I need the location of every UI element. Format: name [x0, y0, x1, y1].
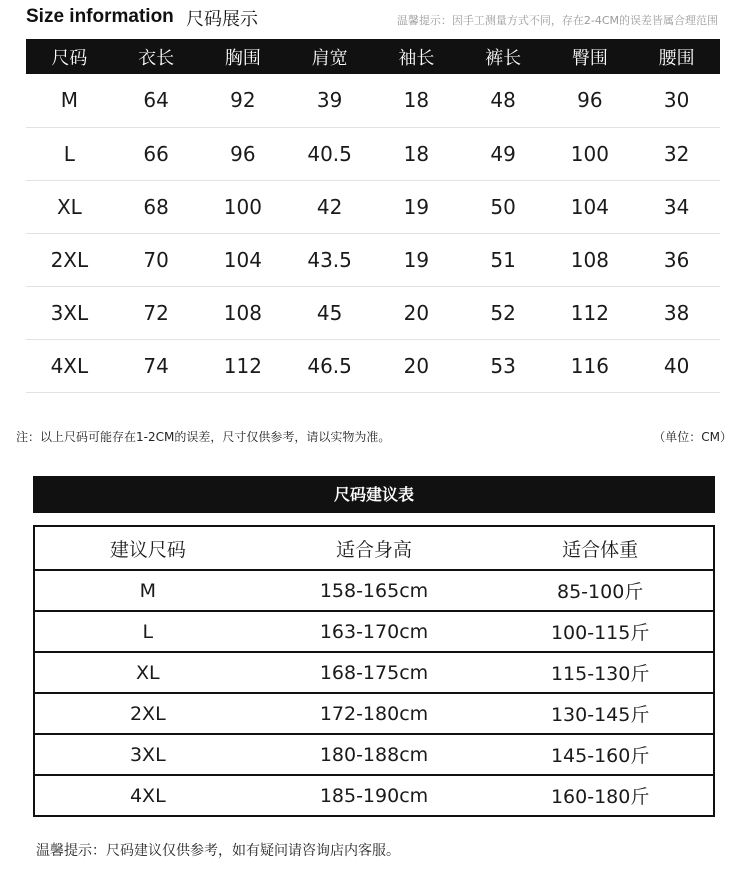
table-row: [34, 611, 714, 652]
table-cell: 19: [373, 233, 460, 286]
col-header-sleeve: 袖长: [373, 39, 460, 74]
table-cell: 112: [547, 286, 634, 339]
table-row: [34, 775, 714, 816]
table-cell: 2XL: [26, 233, 113, 286]
recommend-header-row: [34, 526, 714, 570]
title-cn: 尺码展示: [186, 9, 258, 30]
table-cell: 50: [460, 180, 547, 233]
table-cell: L: [26, 127, 113, 180]
table-cell: 112: [200, 339, 287, 392]
recommend-table: [33, 525, 715, 817]
table-cell: 49: [460, 127, 547, 180]
table-cell: M: [26, 74, 113, 127]
table-cell: 46.5: [286, 339, 373, 392]
table-cell: 45: [286, 286, 373, 339]
size-table-header-row: [26, 39, 720, 74]
table-cell: 108: [200, 286, 287, 339]
table-cell: 70: [113, 233, 200, 286]
table-cell: 104: [200, 233, 287, 286]
table-cell: 72: [113, 286, 200, 339]
col-header-size: 尺码: [26, 39, 113, 74]
table-cell: 168-175cm: [261, 652, 488, 693]
table-cell: 48: [460, 74, 547, 127]
table-row: [26, 286, 720, 339]
table-row: [34, 652, 714, 693]
table-cell: 104: [547, 180, 634, 233]
table-cell: 100: [200, 180, 287, 233]
table-cell: 100-115斤: [487, 611, 714, 652]
table-row: [34, 693, 714, 734]
table-cell: 4XL: [26, 339, 113, 392]
table-cell: 108: [547, 233, 634, 286]
table-cell: 3XL: [26, 286, 113, 339]
table-cell: 100: [547, 127, 634, 180]
table-cell: XL: [34, 652, 261, 693]
table-cell: 53: [460, 339, 547, 392]
table-cell: 4XL: [34, 775, 261, 816]
col-header-shoulder: 肩宽: [286, 39, 373, 74]
table-cell: 34: [633, 180, 720, 233]
table-cell: 32: [633, 127, 720, 180]
table-cell: M: [34, 570, 261, 611]
table-cell: 158-165cm: [261, 570, 488, 611]
table-cell: 2XL: [34, 693, 261, 734]
table-cell: 40: [633, 339, 720, 392]
footer-tip: 温馨提示：尺码建议仅供参考，如有疑问请咨询店内客服。: [36, 843, 400, 859]
size-info-header: [26, 4, 726, 32]
error-note: 注：以上尺码可能存在1-2CM的误差，尺寸仅供参考，请以实物为准。: [16, 430, 391, 444]
table-cell: 96: [547, 74, 634, 127]
table-cell: 85-100斤: [487, 570, 714, 611]
table-row: [34, 570, 714, 611]
table-row: [34, 734, 714, 775]
table-cell: 39: [286, 74, 373, 127]
unit-label: （单位：CM）: [653, 430, 732, 444]
table-cell: L: [34, 611, 261, 652]
table-cell: 116: [547, 339, 634, 392]
table-cell: 3XL: [34, 734, 261, 775]
recommend-title: 尺码建议表: [33, 476, 715, 513]
col-header-weight: 适合体重: [487, 526, 714, 570]
table-cell: 160-180斤: [487, 775, 714, 816]
col-header-chest: 胸围: [200, 39, 287, 74]
size-table: [26, 39, 720, 393]
table-cell: XL: [26, 180, 113, 233]
table-cell: 64: [113, 74, 200, 127]
table-cell: 43.5: [286, 233, 373, 286]
table-row: [26, 127, 720, 180]
table-cell: 180-188cm: [261, 734, 488, 775]
table-cell: 18: [373, 74, 460, 127]
col-header-length: 衣长: [113, 39, 200, 74]
table-cell: 66: [113, 127, 200, 180]
table-cell: 19: [373, 180, 460, 233]
table-cell: 145-160斤: [487, 734, 714, 775]
table-cell: 36: [633, 233, 720, 286]
table-cell: 30: [633, 74, 720, 127]
table-cell: 74: [113, 339, 200, 392]
table-cell: 20: [373, 286, 460, 339]
col-header-suggested-size: 建议尺码: [34, 526, 261, 570]
table-cell: 42: [286, 180, 373, 233]
table-row: [26, 180, 720, 233]
col-header-hip: 臀围: [547, 39, 634, 74]
table-cell: 172-180cm: [261, 693, 488, 734]
col-header-height: 适合身高: [261, 526, 488, 570]
table-cell: 38: [633, 286, 720, 339]
col-header-pants-length: 裤长: [460, 39, 547, 74]
table-cell: 163-170cm: [261, 611, 488, 652]
table-cell: 130-145斤: [487, 693, 714, 734]
table-cell: 92: [200, 74, 287, 127]
table-cell: 18: [373, 127, 460, 180]
table-cell: 20: [373, 339, 460, 392]
table-cell: 115-130斤: [487, 652, 714, 693]
table-cell: 52: [460, 286, 547, 339]
measurement-tip: 温馨提示：因手工测量方式不同，存在2-4CM的误差皆属合理范围: [396, 14, 718, 27]
table-cell: 68: [113, 180, 200, 233]
table-cell: 185-190cm: [261, 775, 488, 816]
col-header-waist: 腰围: [633, 39, 720, 74]
table-cell: 40.5: [286, 127, 373, 180]
table-row: [26, 339, 720, 392]
table-cell: 51: [460, 233, 547, 286]
table-row: [26, 233, 720, 286]
table-cell: 96: [200, 127, 287, 180]
title-en: Size information: [26, 6, 174, 27]
table-row: [26, 74, 720, 127]
